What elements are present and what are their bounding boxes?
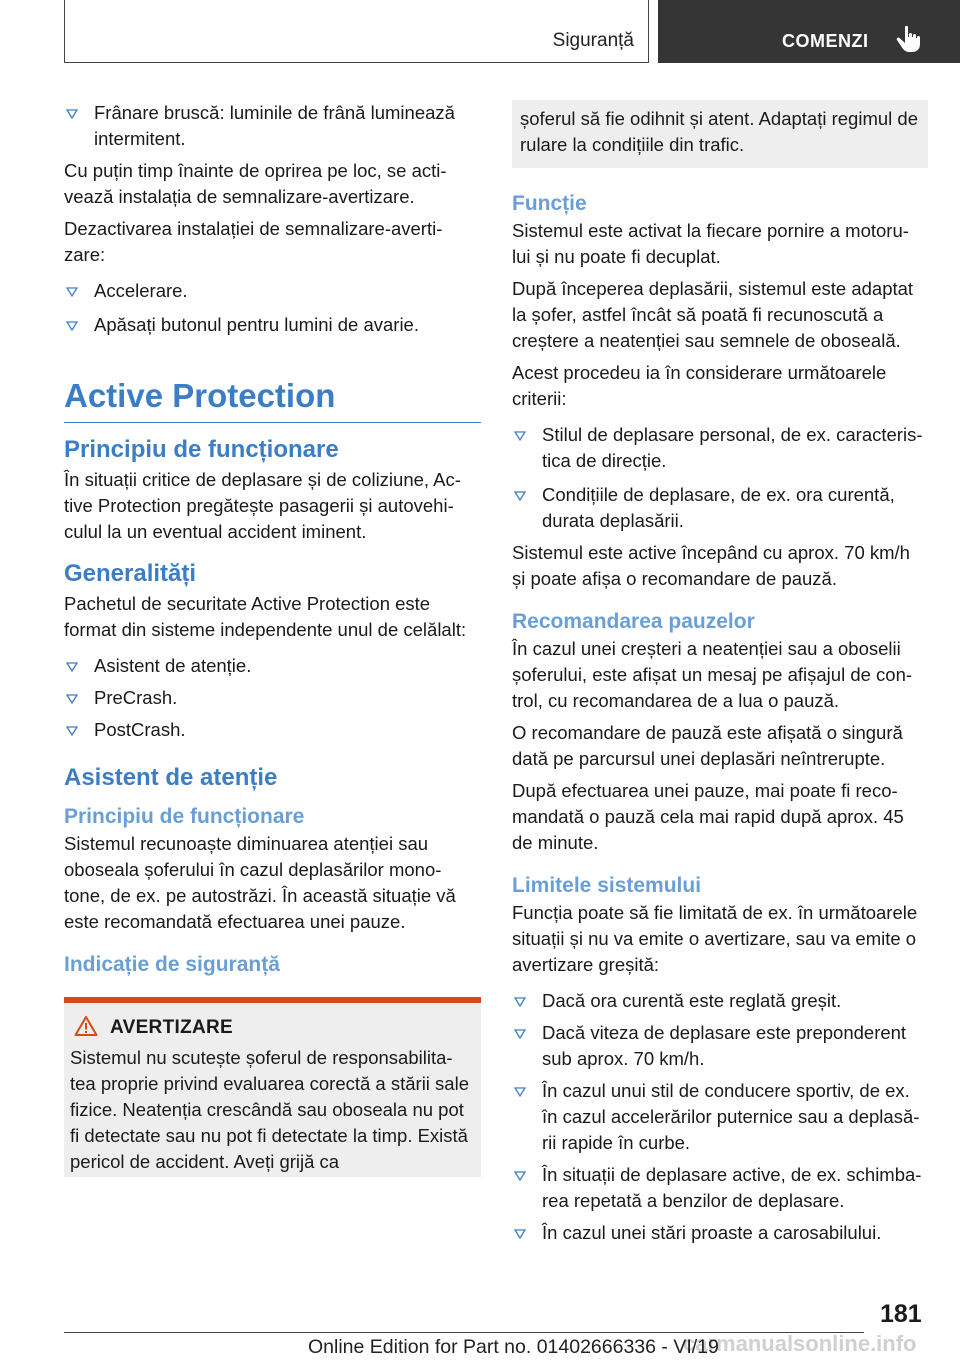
warning-title: AVERTIZARE bbox=[110, 1017, 233, 1038]
paragraph: Cu puțin timp înainte de oprirea pe loc, se acti‐ vează instalația de semnalizare-avertizare. bbox=[64, 160, 447, 207]
paragraph: După efectuarea unei pauze, mai poate fi reco‐ mandată o pauză cela mai rapid după aprox. 45 de minute. bbox=[512, 780, 904, 853]
right-column bbox=[512, 100, 928, 1246]
section-heading: Asistent de atenție bbox=[64, 764, 278, 791]
header-chapter-tab[interactable] bbox=[658, 0, 960, 63]
warning-triangle-icon bbox=[74, 1015, 98, 1037]
hand-pointer-icon bbox=[894, 24, 924, 54]
warning-continuation-box bbox=[512, 100, 928, 168]
list-item: Apăsați butonul pentru lumini de avarie. bbox=[64, 312, 481, 338]
bullet-triangle-icon bbox=[514, 997, 526, 1007]
left-column bbox=[64, 100, 481, 1177]
list-item: Frânare bruscă: luminile de frână luminează intermitent. bbox=[64, 100, 481, 152]
section-heading: Principiu de funcționare bbox=[64, 436, 339, 463]
bullet-triangle-icon bbox=[66, 287, 78, 297]
warning-box bbox=[64, 997, 481, 1177]
warning-header bbox=[64, 1003, 481, 1043]
bullet-triangle-icon bbox=[66, 109, 78, 119]
paragraph: După începerea deplasării, sistemul este adaptat la șofer, astfel încât să poată fi recunoscută a creștere a neatenției sau semnele de oboseală. bbox=[512, 278, 914, 351]
list-item: Stilul de deplasare personal, de ex. caracteris‐ tica de direcție. bbox=[512, 422, 928, 474]
bullet-triangle-icon bbox=[66, 662, 78, 672]
paragraph: Sistemul este active începând cu aprox. 70 km/h și poate afișa o recomandare de pauză. bbox=[512, 542, 910, 589]
paragraph: Sistemul este activat la fiecare pornire a motoru‐ lui și nu poate fi decuplat. bbox=[512, 220, 909, 267]
list-item: Asistent de atenție. bbox=[64, 653, 481, 679]
section-heading: Generalități bbox=[64, 560, 197, 587]
list-item: PreCrash. bbox=[64, 685, 481, 711]
list-item: În situații de deplasare active, de ex. schimba‐ rea repetată a benzilor de deplasare. bbox=[512, 1162, 928, 1214]
paragraph: În cazul unei creșteri a neatenției sau a oboselii șoferului, este afișat un mesaj pe afișajul de con‐ trol, cu recomandarea de a lua o pauză. bbox=[512, 638, 913, 711]
list-item: Dacă ora curentă este reglată greșit. bbox=[512, 988, 928, 1014]
subsection-heading: Principiu de funcționare bbox=[64, 805, 305, 828]
paragraph: Sistemul recunoaște diminuarea atenției sau oboseala șoferului în cazul deplasărilor mono‐ tone, de ex. pe autostrăzi. În această situație vă este recomandată efectuarea unei pauze. bbox=[64, 833, 456, 932]
list-item: Condițiile de deplasare, de ex. ora curentă, durata deplasării. bbox=[512, 482, 928, 534]
bullet-triangle-icon bbox=[514, 1229, 526, 1239]
paragraph: Dezactivarea instalației de semnalizare-averti‐ zare: bbox=[64, 218, 443, 265]
list-item: În cazul unei stări proaste a carosabilului. bbox=[512, 1220, 928, 1246]
list-item: Accelerare. bbox=[64, 278, 481, 304]
bullet-triangle-icon bbox=[514, 1171, 526, 1181]
warning-text: Sistemul nu scutește șoferul de responsabilita‐ tea proprie privind evaluarea corectă a stării sale fizice. Neatenția crescândă sau oboseala nu pot fi detectate sau nu pot fi detectate la timp. Există pericol de accident. Aveți grijă ca bbox=[70, 1047, 469, 1172]
list-item: În cazul unui stil de conducere sportiv, de ex. în cazul accelerărilor puternice sau a deplasă‐ rii rapide în curbe. bbox=[512, 1078, 928, 1156]
header-chapter-title: COMENZI bbox=[782, 31, 869, 51]
bullet-triangle-icon bbox=[514, 431, 526, 441]
footer-watermark: carmanualsonline.info bbox=[683, 1331, 917, 1356]
paragraph: În situații critice de deplasare și de coliziune, Ac‐ tive Protection pregătește pasagerii și autovehi‐ culul la un eventual accident iminent. bbox=[64, 469, 461, 542]
bullet-triangle-icon bbox=[514, 1029, 526, 1039]
chapter-heading: Active Protection bbox=[64, 377, 336, 414]
paragraph: Funcția poate să fie limitată de ex. în următoarele situații și nu va emite o avertizare, sau va emite o avertizare greșită: bbox=[512, 902, 918, 975]
bullet-triangle-icon bbox=[66, 321, 78, 331]
subsection-heading: Recomandarea pauzelor bbox=[512, 610, 755, 633]
bullet-triangle-icon bbox=[66, 694, 78, 704]
subsection-heading: Indicație de siguranță bbox=[64, 953, 280, 976]
paragraph: șoferul să fie odihnit și atent. Adaptați regimul de rulare la condițiile din trafic. bbox=[520, 108, 918, 155]
list-item: Dacă viteza de deplasare este preponderent sub aprox. 70 km/h. bbox=[512, 1020, 928, 1072]
subsection-heading: Funcție bbox=[512, 192, 587, 215]
list-item: PostCrash. bbox=[64, 717, 481, 743]
bullet-triangle-icon bbox=[514, 1087, 526, 1097]
bullet-triangle-icon bbox=[514, 491, 526, 501]
header-section-tab bbox=[64, 0, 649, 63]
bullet-triangle-icon bbox=[66, 726, 78, 736]
paragraph: Pachetul de securitate Active Protection este format din sisteme independente unul de celălalt: bbox=[64, 593, 467, 640]
subsection-heading: Limitele sistemului bbox=[512, 874, 702, 897]
page-number: 181 bbox=[880, 1300, 922, 1328]
paragraph: O recomandare de pauză este afișată o singură dată pe parcursul unei deplasări neîntrerupte. bbox=[512, 722, 903, 769]
header-section-title: Siguranță bbox=[552, 30, 634, 51]
footer-edition: Online Edition for Part no. 01402666336 - VI/19 bbox=[308, 1336, 719, 1358]
paragraph: Acest procedeu ia în considerare următoarele criterii: bbox=[512, 362, 887, 409]
